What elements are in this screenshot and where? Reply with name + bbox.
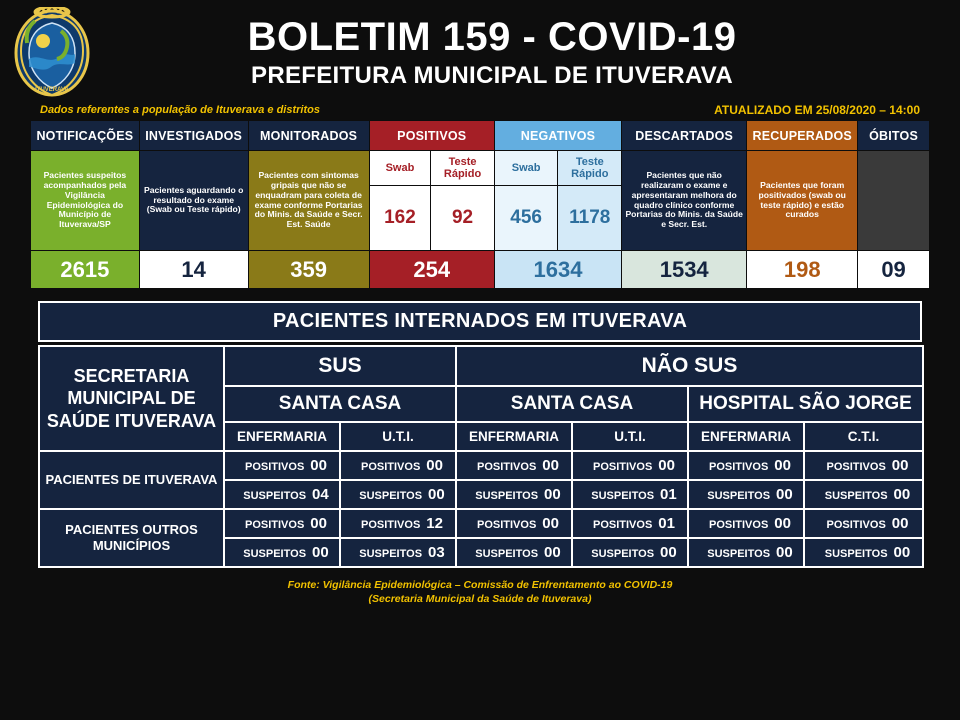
lbl: SUSPEITOS: [707, 548, 771, 560]
lbl: POSITIVOS: [361, 461, 421, 473]
val: 00: [660, 544, 677, 561]
val: 00: [891, 515, 909, 532]
val: 00: [776, 486, 793, 503]
cell-ituverava-positivos-sus-enfermaria: [224, 451, 340, 480]
total-monitorados: 359: [248, 251, 369, 289]
hospital-sus-santa-casa: SANTA CASA: [224, 386, 456, 422]
total-descartados: 1534: [622, 251, 747, 289]
unit-naosus-sj-cti: C.T.I.: [804, 422, 923, 451]
cell-ituverava-positivos-sus-uti: [340, 451, 456, 480]
val: 00: [891, 457, 909, 474]
total-obitos: 09: [858, 251, 930, 289]
cell-outros-suspeitos-naosus-sj-enfermaria: [688, 538, 804, 567]
cell-outros-suspeitos-sus-enfermaria: [224, 538, 340, 567]
unit-sus-uti: U.T.I.: [340, 422, 456, 451]
subhead-negativos-teste-rapido: Teste Rápido: [558, 151, 622, 186]
cell-ituverava-suspeitos-sus-enfermaria: [224, 480, 340, 509]
page-subtitle: PREFEITURA MUNICIPAL DE ITUVERAVA: [251, 62, 733, 89]
internados-table: [38, 345, 924, 568]
lbl: SUSPEITOS: [475, 490, 539, 502]
lbl: POSITIVOS: [245, 461, 305, 473]
network-sus: SUS: [224, 346, 456, 386]
cell-ituverava-positivos-naosus-sj-cti: [804, 451, 923, 480]
row-label-pacientes-outros-municipios: PACIENTES OUTROS MUNICÍPIOS: [39, 509, 224, 567]
lbl: POSITIVOS: [826, 519, 886, 531]
col-head-obitos: ÓBITOS: [858, 121, 930, 151]
summary-total-row: [31, 251, 930, 289]
value-negativos-teste-rapido: 1178: [558, 186, 622, 251]
col-desc-obitos: [858, 151, 930, 251]
row-label-pacientes-ituverava: PACIENTES DE ITUVERAVA: [39, 451, 224, 509]
val: 00: [893, 486, 911, 503]
lbl: SUSPEITOS: [475, 548, 539, 560]
subhead-negativos-swab: Swab: [494, 151, 558, 186]
internados-section: [0, 289, 960, 568]
total-notificacoes: 2615: [31, 251, 140, 289]
lbl: SUSPEITOS: [707, 490, 771, 502]
lbl: SUSPEITOS: [824, 548, 888, 560]
cell-outros-positivos-naosus-sc-uti: [572, 509, 688, 538]
unit-naosus-sc-enfermaria: ENFERMARIA: [456, 422, 572, 451]
col-desc-investigados: Pacientes aguardando o resultado do exame (Swab ou Teste rápido): [139, 151, 248, 251]
page-footer: [0, 568, 960, 606]
lbl: SUSPEITOS: [824, 490, 888, 502]
val: 00: [426, 457, 443, 474]
lbl: SUSPEITOS: [243, 490, 307, 502]
cell-outros-suspeitos-naosus-sj-cti: [804, 538, 923, 567]
val: 01: [658, 515, 675, 532]
footer-line-2: (Secretaria Municipal da Saúde de Ituverava): [368, 593, 592, 606]
val: 00: [428, 486, 445, 503]
cell-outros-suspeitos-sus-uti: [340, 538, 456, 567]
lbl: POSITIVOS: [477, 461, 537, 473]
summary-table: [30, 120, 930, 289]
unit-naosus-sc-uti: U.T.I.: [572, 422, 688, 451]
lbl: POSITIVOS: [361, 519, 421, 531]
hospital-naosus-sao-jorge: HOSPITAL SÃO JORGE: [688, 386, 923, 422]
unit-naosus-sj-enfermaria: ENFERMARIA: [688, 422, 804, 451]
summary-head-row: [31, 121, 930, 151]
val: 03: [428, 544, 445, 561]
page-title: BOLETIM 159 - COVID-19: [247, 15, 737, 59]
cell-outros-suspeitos-naosus-sc-enfermaria: [456, 538, 572, 567]
summary-table-wrapper: [0, 120, 960, 289]
total-negativos: 1634: [494, 251, 621, 289]
internados-title-box: [38, 301, 922, 342]
cell-ituverava-suspeitos-naosus-sj-cti: [804, 480, 923, 509]
val: 04: [312, 486, 329, 503]
val: 00: [774, 457, 791, 474]
val: 01: [660, 486, 677, 503]
lbl: POSITIVOS: [245, 519, 305, 531]
cell-ituverava-suspeitos-sus-uti: [340, 480, 456, 509]
last-updated-label: ATUALIZADO EM 25/08/2020 – 14:00: [714, 102, 920, 117]
val: 00: [542, 515, 559, 532]
val: 00: [774, 515, 791, 532]
lbl: SUSPEITOS: [243, 548, 307, 560]
col-head-notificacoes: NOTIFICAÇÕES: [31, 121, 140, 151]
lbl: SUSPEITOS: [359, 490, 423, 502]
col-desc-descartados: Pacientes que não realizaram o exame e apresentaram melhora do quadro clínico conforme Portarias do Minis. da Saúde e Secr. Est.: [622, 151, 747, 251]
cell-ituverava-positivos-naosus-sj-enfermaria: [688, 451, 804, 480]
caption-row: [0, 102, 960, 120]
total-recuperados: 198: [747, 251, 858, 289]
lbl: POSITIVOS: [826, 461, 886, 473]
subhead-positivos-teste-rapido: Teste Rápido: [431, 151, 495, 186]
value-negativos-swab: 456: [494, 186, 558, 251]
total-investigados: 14: [139, 251, 248, 289]
cell-outros-positivos-naosus-sj-enfermaria: [688, 509, 804, 538]
cell-outros-positivos-sus-uti: [340, 509, 456, 538]
val: 00: [312, 544, 329, 561]
unit-sus-enfermaria: ENFERMARIA: [224, 422, 340, 451]
svg-text:ITUVERAVA: ITUVERAVA: [35, 87, 69, 93]
col-head-descartados: DESCARTADOS: [622, 121, 747, 151]
cell-ituverava-positivos-naosus-sc-uti: [572, 451, 688, 480]
col-head-recuperados: RECUPERADOS: [747, 121, 858, 151]
col-head-monitorados: MONITORADOS: [248, 121, 369, 151]
data-scope-note: Dados referentes a população de Ituverava e distritos: [40, 103, 320, 116]
lbl: SUSPEITOS: [359, 548, 423, 560]
val: 00: [542, 457, 559, 474]
cell-ituverava-suspeitos-naosus-sc-enfermaria: [456, 480, 572, 509]
val: 00: [544, 544, 561, 561]
lbl: POSITIVOS: [593, 461, 653, 473]
cell-outros-positivos-sus-enfermaria: [224, 509, 340, 538]
page-header: [0, 0, 960, 102]
val: 00: [658, 457, 675, 474]
value-positivos-swab: 162: [369, 186, 431, 251]
lbl: SUSPEITOS: [591, 490, 655, 502]
internados-title: PACIENTES INTERNADOS EM ITUVERAVA: [272, 310, 688, 332]
total-positivos: 254: [369, 251, 494, 289]
network-nao-sus: NÃO SUS: [456, 346, 923, 386]
col-desc-recuperados: Pacientes que foram positivados (swab ou teste rápido) e estão curados: [747, 151, 858, 251]
val: 00: [310, 515, 327, 532]
coat-of-arms-icon: [0, 7, 104, 99]
val: 12: [426, 515, 443, 532]
val: 00: [776, 544, 793, 561]
table-row: [39, 451, 923, 480]
secretaria-label: SECRETARIA MUNICIPAL DE SAÚDE ITUVERAVA: [39, 346, 224, 451]
lbl: POSITIVOS: [709, 461, 769, 473]
value-positivos-teste-rapido: 92: [431, 186, 495, 251]
hospital-naosus-santa-casa: SANTA CASA: [456, 386, 688, 422]
footer-line-1: Fonte: Vigilância Epidemiológica – Comissão de Enfrentamento ao COVID-19: [287, 579, 673, 591]
col-head-investigados: INVESTIGADOS: [139, 121, 248, 151]
cell-outros-positivos-naosus-sc-enfermaria: [456, 509, 572, 538]
col-head-positivos: POSITIVOS: [369, 121, 494, 151]
lbl: POSITIVOS: [709, 519, 769, 531]
table-row: [39, 509, 923, 538]
cell-outros-suspeitos-naosus-sc-uti: [572, 538, 688, 567]
col-desc-monitorados: Pacientes com sintomas gripais que não se enquadram para coleta de exame conforme Portarias do Minis. da Saúde e Secr. Est. Saúde: [248, 151, 369, 251]
subhead-positivos-swab: Swab: [369, 151, 431, 186]
lbl: POSITIVOS: [593, 519, 653, 531]
cell-ituverava-suspeitos-naosus-sj-enfermaria: [688, 480, 804, 509]
val: 00: [310, 457, 327, 474]
summary-desc-row: [31, 151, 930, 186]
col-head-negativos: NEGATIVOS: [494, 121, 621, 151]
cell-ituverava-suspeitos-naosus-sc-uti: [572, 480, 688, 509]
cell-ituverava-positivos-naosus-sc-enfermaria: [456, 451, 572, 480]
val: 00: [544, 486, 561, 503]
header-text-block: [104, 16, 960, 90]
internados-network-row: [39, 346, 923, 386]
cell-outros-positivos-naosus-sj-cti: [804, 509, 923, 538]
lbl: SUSPEITOS: [591, 548, 655, 560]
col-desc-notificacoes: Pacientes suspeitos acompanhados pela Vigilância Epidemiológica do Município de Ituverava/SP: [31, 151, 140, 251]
val: 00: [893, 544, 911, 561]
lbl: POSITIVOS: [477, 519, 537, 531]
